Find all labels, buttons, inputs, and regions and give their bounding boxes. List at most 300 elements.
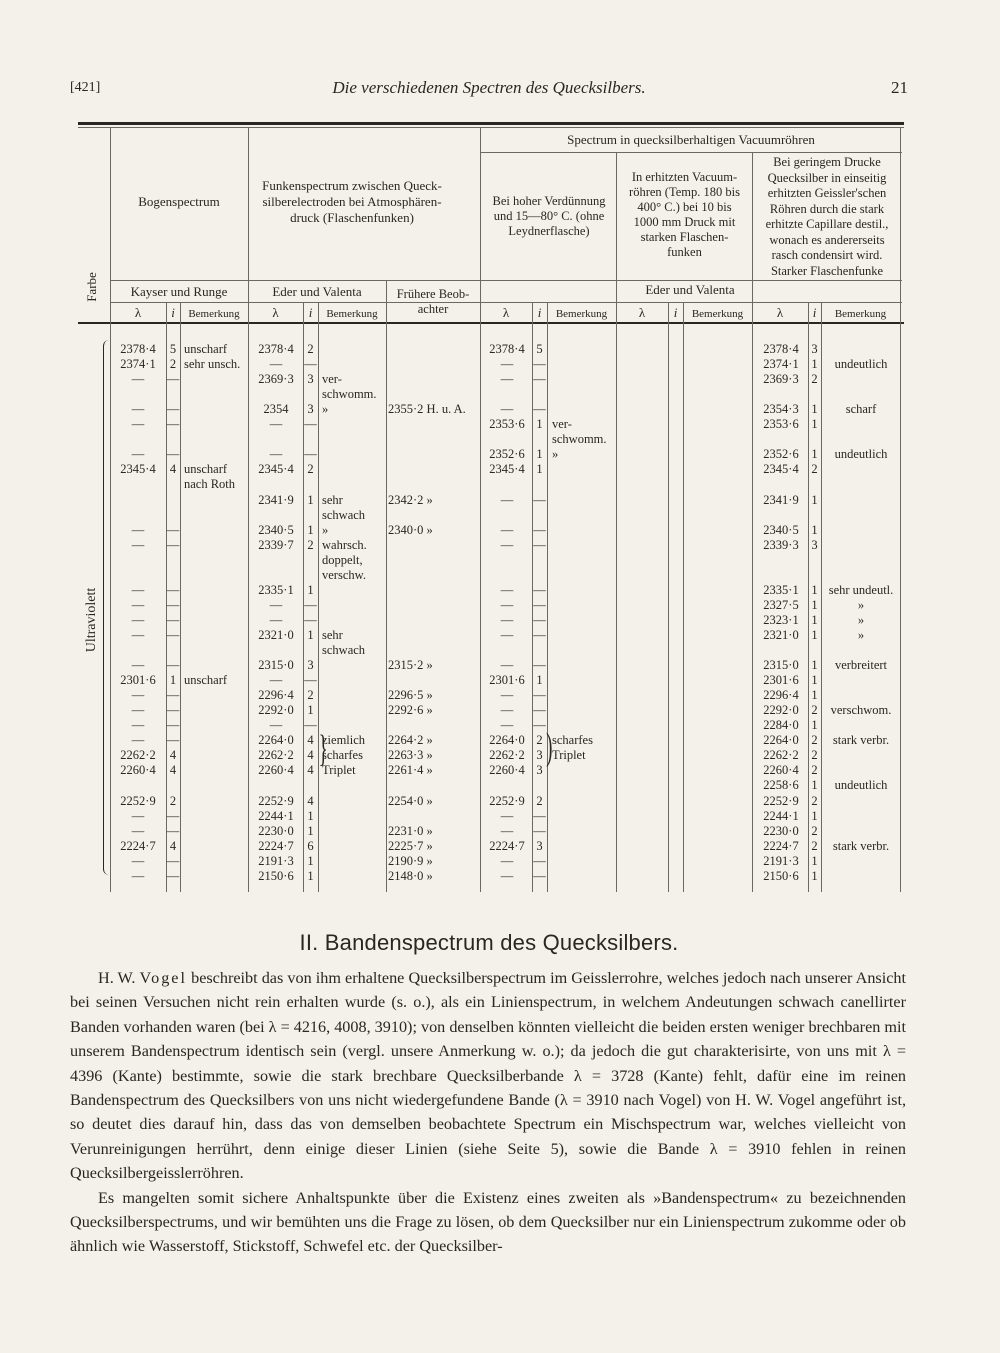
table-cell: 2252·9 [258,793,294,808]
table-cell: 2301·6 [489,673,525,688]
table-cell: » [857,597,865,612]
table-cell: unscharf [184,462,228,477]
table-cell: 2340·5 [258,522,294,537]
table-cell: 2262·2 [489,748,525,763]
table-cell: 2254·0 » [388,793,433,808]
table-cell: sehr unsch. [184,357,241,372]
bogen-heading: Bogenspectrum [138,194,220,209]
table-cell: wahrsch. [322,537,367,552]
table-cell: 2 [811,372,818,387]
table-cell: — [166,733,180,748]
table-cell: 5 [169,342,177,356]
table-cell: unscharf [184,673,228,688]
table-cell: 2 [811,838,818,853]
table-cell: 1 [811,402,818,417]
table-cell: — [131,627,145,642]
table-cell: stark verbr. [832,838,890,853]
table-cell: 1 [307,627,314,642]
table-cell: — [269,417,283,432]
table-cell: 4 [169,748,177,763]
table-cell: 1 [811,778,818,793]
table-cell: 1 [307,823,314,838]
triplet-brace: } [318,728,328,770]
table-cell: 1 [307,492,314,507]
table-cell: — [131,372,145,387]
table-cell: 1 [811,673,818,688]
table-cell: 2378·4 [258,342,294,356]
table-cell: — [131,582,145,597]
vacuum-group-heading: Spectrum in quecksilberhaltigen Vacuumröhren [567,132,815,147]
table-cell: — [500,658,514,673]
table-cell: 2345·4 [489,462,525,477]
table-cell: — [269,357,283,372]
table-cell: 2378·4 [763,342,799,356]
table-cell: 3 [536,763,543,778]
table-cell: 2345·4 [763,462,799,477]
table-cell: 2315·2 » [388,658,433,673]
table-cell: — [166,447,180,462]
table-cell: 2354 [263,402,289,417]
table-cell: — [269,597,283,612]
table-cell: — [500,402,514,417]
table-cell: — [166,823,180,838]
table-cell: undeutlich [834,447,888,462]
table-cell: verbreitert [834,658,888,673]
i-heading: i [171,305,175,320]
table-cell: — [500,868,514,883]
ultraviolett-brace [103,340,110,875]
table-cell: — [533,612,546,627]
table-cell: — [166,582,180,597]
triplet-brace-2: ) [546,726,553,768]
table-cell: stark verbr. [832,733,890,748]
table-cell: 2369·3 [258,372,294,387]
table-cell: — [500,808,514,823]
table-cell: 2230·0 [258,823,294,838]
table-cell: — [166,417,180,432]
table-cell: 2340·0 » [388,522,433,537]
table-cell: — [166,718,180,733]
table-cell: 2261·4 » [388,763,433,778]
table-cell: — [533,808,546,823]
table-cell: 1 [307,522,314,537]
table-cell: 1 [811,627,818,642]
table-cell: — [500,372,514,387]
table-cell: 2296·4 [258,688,294,703]
bemerkung-heading: Bemerkung [188,308,240,320]
eder-valenta-heading-2: Eder und Valenta [645,282,735,297]
table-cell: 2190·9 » [388,853,433,868]
table-cell: 2224·7 [763,838,799,853]
table-cell: 2258·6 [763,778,799,793]
table-cell: 1 [811,808,818,823]
table-cell: 2327·5 [763,597,799,612]
table-cell: 3 [811,342,818,356]
table-cell: — [166,868,180,883]
i-heading: i [308,305,313,320]
table-cell: 2262·2 [120,748,156,763]
table-cell: » [552,447,559,462]
table-cell: 4 [169,763,177,778]
table-cell: — [500,703,514,718]
body-text [70,966,906,1259]
col-line [110,127,111,892]
table-cell: — [131,703,145,718]
table-cell: 2 [307,342,314,356]
table-cell: 2321·0 [258,627,294,642]
table-cell: — [304,447,317,462]
table-cell: 2369·3 [763,372,799,387]
table-cell: — [131,612,145,627]
table-cell: 1 [811,868,818,883]
table-cell: — [500,688,514,703]
erhitzt-heading: In erhitzten Vacuum- röhren (Temp. 180 bis 400° C.) bei 10 bis 1000 mm Druck mit starken Flaschen- funken [629,170,740,259]
running-head [70,78,908,102]
bemerkung-heading: Bemerkung [326,308,378,320]
table-cell: 2301·6 [763,673,799,688]
table-cell: 1 [811,447,818,462]
table-cell: — [131,868,145,883]
table-cell: 2263·3 » [388,748,433,763]
table-cell: — [269,447,283,462]
table-cell: 1 [811,658,818,673]
table-cell: — [166,372,180,387]
table-cell: — [166,597,180,612]
table-cell: 2355·2 H. u. A. [388,402,466,417]
table-cell: » [857,627,865,642]
table-cell: — [166,612,180,627]
table-cell: 2340·5 [763,522,799,537]
table-cell: 4 [307,748,314,763]
table-cell: 2 [536,793,543,808]
table-cell: 2262·2 [763,748,799,763]
lambda-heading: λ [502,305,510,320]
col-line [668,302,669,892]
table-cell: 2339·3 [763,537,799,552]
table-cell: 2231·0 » [388,823,433,838]
table-cell: 2342·2 » [388,492,433,507]
table-cell: 2341·9 [763,492,799,507]
table-cell: — [131,808,145,823]
table-top-rule [78,122,904,125]
table-cell: 2224·7 [120,838,156,853]
table-cell: — [131,733,145,748]
table-cell: — [166,658,180,673]
table-cell: 2301·6 [120,673,156,688]
table-cell: 2378·4 [120,342,156,356]
table-cell: — [533,357,546,372]
table-cell: 2341·9 [258,492,294,507]
table-cell: — [533,718,546,733]
col-line [248,127,249,892]
i-heading: i [812,305,817,320]
table-cell: 2224·7 [258,838,294,853]
table-cell: 2264·0 [258,733,294,748]
table-cell: verschw. [322,567,366,582]
table-cell: — [166,703,180,718]
table-cell: — [131,853,145,868]
table-cell: — [166,627,180,642]
table-cell: 2244·1 [258,808,294,823]
table-cell: schwach [322,643,366,657]
table-cell: 1 [811,612,818,627]
table-cell: — [131,823,145,838]
table-cell: — [131,522,145,537]
group-rule [480,152,902,153]
table-cell: — [500,537,514,552]
table-cell: 2260·4 [763,763,799,778]
table-cell: 2345·4 [120,462,156,477]
table-cell: schwomm. [552,432,607,447]
table-cell: 1 [811,597,818,612]
lambda-heading: λ [638,305,646,320]
header-bottom-rule [78,322,904,324]
table-cell: 2315·0 [258,658,294,673]
table-cell: — [533,582,546,597]
table-cell: 2264·0 [489,733,525,748]
table-cell: — [304,718,317,733]
table-cell: 2292·0 [763,703,799,718]
table-cell: — [500,597,514,612]
table-cell: 4 [169,838,177,853]
table-cell: — [131,688,145,703]
kayser-runge-heading: Kayser und Runge [130,284,228,299]
table-cell: — [533,853,546,868]
gering-heading: Bei geringem Drucke Quecksilber in einseitig erhitzten Geissler'schen Röhren durch die stark erhitzte Capillare destil., wonach es andererseits rasch condensirt wird. Starker Flaschenfunke [765,155,889,278]
table-cell: — [533,372,546,387]
table-cell: — [533,688,546,703]
table-cell: 1 [307,853,314,868]
table-cell: 1 [536,462,543,477]
table-cell: 2345·4 [258,462,294,477]
table-cell: 1 [811,492,818,507]
table-cell: 3 [536,838,543,853]
table-cell: 1 [307,582,314,597]
table-cell: — [533,537,546,552]
table-cell: — [131,447,145,462]
table-cell: 2335·1 [258,582,294,597]
table-cell: — [131,402,145,417]
table-cell: — [533,658,546,673]
table-cell: 2224·7 [489,838,525,853]
table-cell: 4 [307,733,314,748]
running-title: Die verschiedenen Spectren des Quecksilbers. [332,78,646,97]
page-number: 21 [891,78,908,97]
table-cell: — [304,597,317,612]
table-cell: 2264·2 » [388,733,433,748]
table-cell: — [166,522,180,537]
table-cell: — [131,597,145,612]
table-cell: — [533,597,546,612]
table-cell: — [304,673,317,688]
col-line [683,302,684,892]
table-cell: — [304,417,317,432]
table-cell: 2252·9 [489,793,525,808]
ultraviolett-label: Ultraviolett [84,587,99,653]
table-cell: sehr [322,492,343,507]
page-reference: [421] [70,80,101,95]
table-cell: 1 [811,357,818,372]
table-cell: — [500,612,514,627]
table-cell: 6 [307,838,314,853]
table-cell: — [131,658,145,673]
table-cell: 3 [307,372,314,387]
col-line [480,127,481,892]
table-cell: 2260·4 [258,763,294,778]
table-cell: 2315·0 [763,658,799,673]
table-cell: 3 [307,402,314,417]
bemerkung-heading: Bemerkung [691,308,744,320]
table-cell: — [500,522,514,537]
table-cell: 4 [169,462,177,477]
table-cell: 2296·4 [763,688,799,703]
table-cell: — [533,522,546,537]
subhead-rule [110,280,902,281]
table-cell: 2 [811,733,818,748]
table-cell: 1 [169,673,177,688]
i-heading: i [537,305,542,320]
table-cell: ver- [552,417,572,432]
table-cell: 2 [811,703,818,718]
table-cell: schwach [322,507,366,522]
table-cell: 2 [169,357,177,372]
lambda-heading: λ [272,305,279,320]
table-cell: — [166,853,180,868]
table-cell: 2292·6 » [388,703,433,718]
table-cell: 2 [307,688,314,703]
table-cell: 4 [307,793,314,808]
table-cell: 2 [169,793,177,808]
table-cell: ver- [322,372,342,387]
table-cell: 2352·6 [489,447,525,462]
table-cell: nach Roth [184,477,236,492]
table-cell: 2335·1 [763,582,799,597]
table-cell: — [304,357,317,372]
table-cell: 2 [307,462,314,477]
table-cell: 1 [536,447,543,462]
table-cell: 2225·7 » [388,838,433,853]
table-cell: 2284·0 [763,718,799,733]
table-cell: 1 [536,417,543,432]
table-cell: 2323·1 [763,612,799,627]
table-cell: sehr [322,627,343,642]
table-cell: 2374·1 [763,357,799,372]
table-cell: » [322,402,329,417]
table-cell: schwomm. [322,387,377,402]
table-cell: undeutlich [834,357,888,372]
table-cell: 1 [536,673,543,688]
table-cell: 2230·0 [763,823,799,838]
table-cell: 2 [811,763,818,778]
table-cell: 2321·0 [763,627,799,642]
table-cell: 2374·1 [120,357,156,372]
table-cell: — [269,673,283,688]
table-cell: — [131,417,145,432]
table-cell: — [533,868,546,883]
colhead-rule [110,302,902,303]
table-cell: scharfes [322,748,363,763]
table-cell: scharf [845,402,877,417]
table-cell: » [322,522,329,537]
table-cell: 2264·0 [763,733,799,748]
table-cell: — [166,688,180,703]
table-cell: — [500,718,514,733]
col-line [180,302,181,892]
table-cell: — [533,627,546,642]
table-cell: 2 [811,823,818,838]
table-cell: 2354·3 [763,402,799,417]
table-cell: — [166,537,180,552]
table-cell: unscharf [184,342,228,356]
table-cell: verschwom. [830,703,892,718]
table-cell: — [500,853,514,868]
table-cell: 2260·4 [489,763,525,778]
table-cell: — [500,492,514,507]
table-cell: doppelt, [322,552,363,567]
table-top-rule-thin [78,127,904,128]
table-cell: — [304,612,317,627]
table-cell: scharfes [552,733,593,748]
table-cell: — [166,402,180,417]
table-cell: 1 [811,522,818,537]
lambda-heading: λ [776,305,784,320]
table-cell: 1 [811,688,818,703]
verduennung-heading: Bei hoher Verdünnung und 15—80° C. (ohne Leydnerflasche) [492,194,606,238]
table-cell: — [166,808,180,823]
table-cell: 2352·6 [763,447,799,462]
col-line [616,152,617,892]
table-cell: 2148·0 » [388,868,433,883]
table-cell: — [533,492,546,507]
table-cell: 2150·6 [258,868,294,883]
table-cell: 2 [811,462,818,477]
table-cell: 2244·1 [763,808,799,823]
table-cell: — [500,627,514,642]
table-cell: 1 [307,868,314,883]
lambda-heading: λ [134,305,142,320]
paragraph: H. W. Vogel beschreibt das von ihm erhaltene Quecksilberspectrum im Geisslerrohre, welches jedoch nach unserer Ansicht bei seinen Versuchen nicht rein erhalten wurde (s. o.), als ein Linienspectrum, in welchem Andeutungen schwach canellirter Banden vorhanden waren (bei λ = 4216, 4008, 3910); von denselben könnten vielleicht die beiden ersten weniger brechbaren mit unserem Bandenspectrum identisch sein (vergl. unsere Anmerkung w. o.); da jedoch die gut charakterisirte, von uns mit λ = 4396 (Kante) bestimmte, sowie die stark brechbare Quecksilberbande λ = 3728 (Kante) fehlt, dafür eine im reinen Bandenspectrum des Quecksilbers von uns nicht wiedergefundene Bande (λ = 3910 nach Vogel) von H. W. Vogel angeführt ist, so deutet dies darauf hin, dass das von demselben beobachtete Spectrum ein Mischspectrum war, welches vielleicht von Verunreinigungen herrührt, denn einige dieser Linien (siehe Seite 5), sowie die Bande λ = 3910 fehlen in reinen Quecksilbergeisslerröhren. [70,969,907,1183]
table-cell: 2 [811,748,818,763]
table-cell: 1 [307,703,314,718]
table-cell: 2 [536,733,543,748]
fruehere-heading: Frühere Beob- achter [396,287,470,316]
table-cell: 2 [811,793,818,808]
table-cell: 2262·2 [258,748,294,763]
table-cell: — [269,612,283,627]
col-line [318,302,319,892]
table-cell: sehr undeutl. [828,582,894,597]
table-cell: 3 [536,748,543,763]
table-cell: 1 [811,718,818,733]
table-cell: 2353·6 [489,417,525,432]
table-cell: — [131,718,145,733]
bemerkung-heading: Bemerkung [834,308,887,320]
eder-valenta-heading-1: Eder und Valenta [272,284,362,299]
i-heading: i [673,305,678,320]
table-cell: 2260·4 [120,763,156,778]
table-cell: 2378·4 [489,342,525,356]
funken-heading: Funkenspectrum zwischen Queck- silberelectroden bei Atmosphären- druck (Flaschenfunken) [262,178,442,225]
table-cell: — [533,823,546,838]
table-cell: ziemlich [322,733,366,748]
table-cell: 5 [536,342,543,356]
table-cell: 1 [811,582,818,597]
farbe-label: Farbe [84,272,99,302]
table-cell: undeutlich [834,778,888,793]
table-cell: — [269,718,283,733]
table-cell: 1 [811,853,818,868]
table-cell: » [857,612,865,627]
